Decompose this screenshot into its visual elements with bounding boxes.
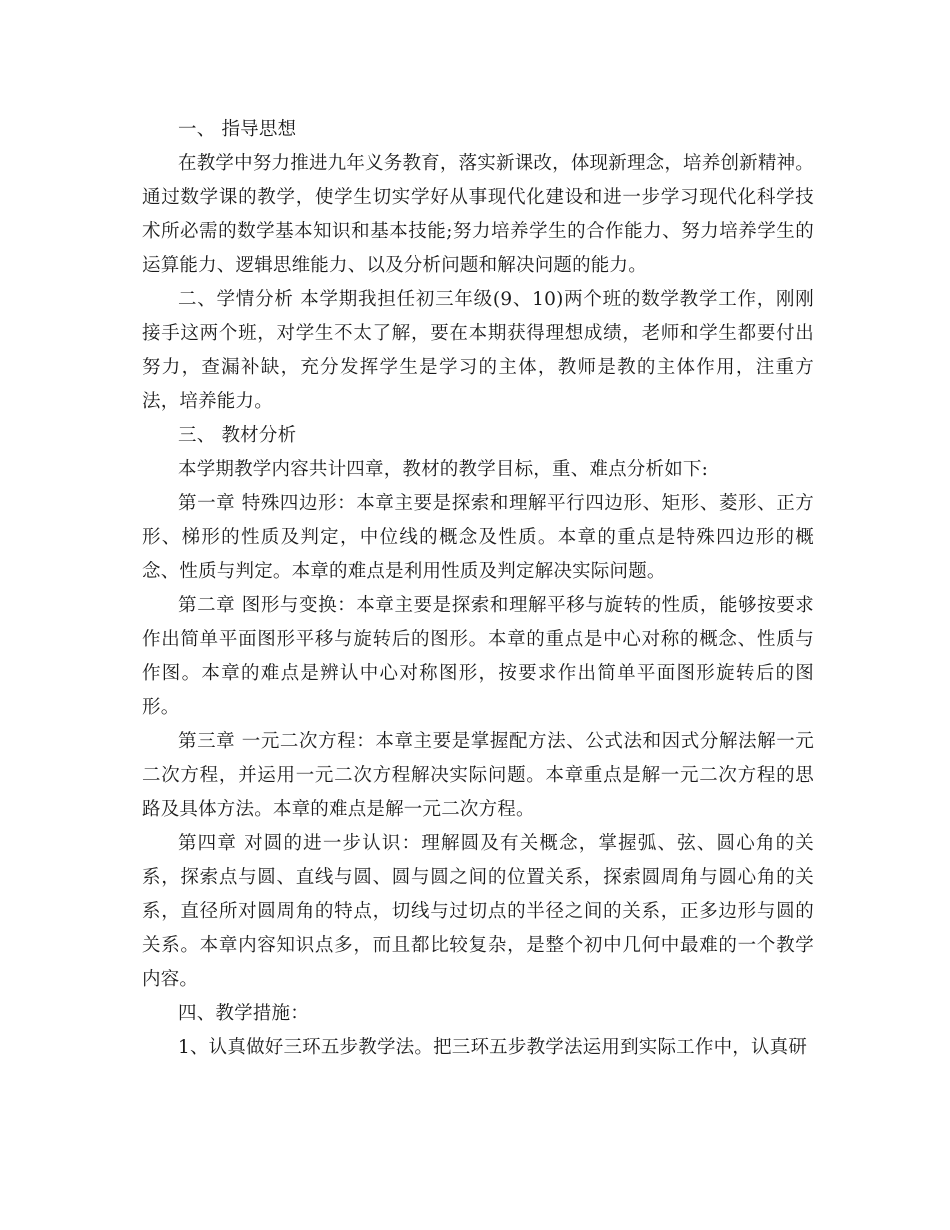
paragraph-chapter-3: 第三章 一元二次方程：本章主要是掌握配方法、公式法和因式分解法解一元二次方程，并运用一元二次方程解决实际问题。本章重点是解一元二次方程的思路及具体方法。本章的难点是解一元二次方程。	[142, 731, 814, 820]
paragraph-measure-1: 1、认真做好三环五步教学法。把三环五步教学法运用到实际工作中，认真研	[178, 1037, 808, 1058]
paragraph-guiding-ideology: 在教学中努力推进九年义务教育，落实新课改，体现新理念，培养创新精神。通过数学课的教学，使学生切实学好从事现代化建设和进一步学习现代化科学技术所必需的数学基本知识和基本技能;努力培养学生的合作能力、努力培养学生的运算能力、逻辑思维能力、以及分析问题和解决问题的能力。	[142, 153, 814, 276]
paragraph-student-analysis: 二、学情分析 本学期我担任初三年级(9、10)两个班的数学教学工作，刚刚接手这两个班，对学生不太了解，要在本期获得理想成绩，老师和学生都要付出努力，查漏补缺，充分发挥学生是学习的主体，教师是教的主体作用，注重方法，培养能力。	[142, 289, 814, 412]
heading-teaching-measures: 四、教学措施：	[178, 1003, 309, 1024]
paragraph-chapter-2: 第二章 图形与变换：本章主要是探索和理解平移与旋转的性质，能够按要求作出简单平面图形平移与旋转后的图形。本章的重点是中心对称的概念、性质与作图。本章的难点是辨认中心对称图形，按要求作出简单平面图形旋转后的图形。	[142, 595, 814, 718]
paragraph-chapter-4: 第四章 对圆的进一步认识：理解圆及有关概念，掌握弧、弦、圆心角的关系，探索点与圆、直线与圆、圆与圆之间的位置关系，探索圆周角与圆心角的关系，直径所对圆周角的特点，切线与过切点的半径之间的关系，正多边形与圆的关系。本章内容知识点多，而且都比较复杂，是整个初中几何中最难的一个教学内容。	[142, 833, 814, 990]
heading-guiding-ideology: 一、 指导思想	[178, 119, 297, 140]
document-body	[142, 113, 814, 1065]
heading-textbook-analysis: 三、 教材分析	[178, 425, 297, 446]
paragraph-chapter-1: 第一章 特殊四边形：本章主要是探索和理解平行四边形、矩形、菱形、正方形、梯形的性质及判定，中位线的概念及性质。本章的重点是特殊四边形的概念、性质与判定。本章的难点是利用性质及判定解决实际问题。	[142, 493, 814, 582]
paragraph-textbook-overview: 本学期教学内容共计四章，教材的教学目标，重、难点分析如下:	[178, 459, 709, 480]
